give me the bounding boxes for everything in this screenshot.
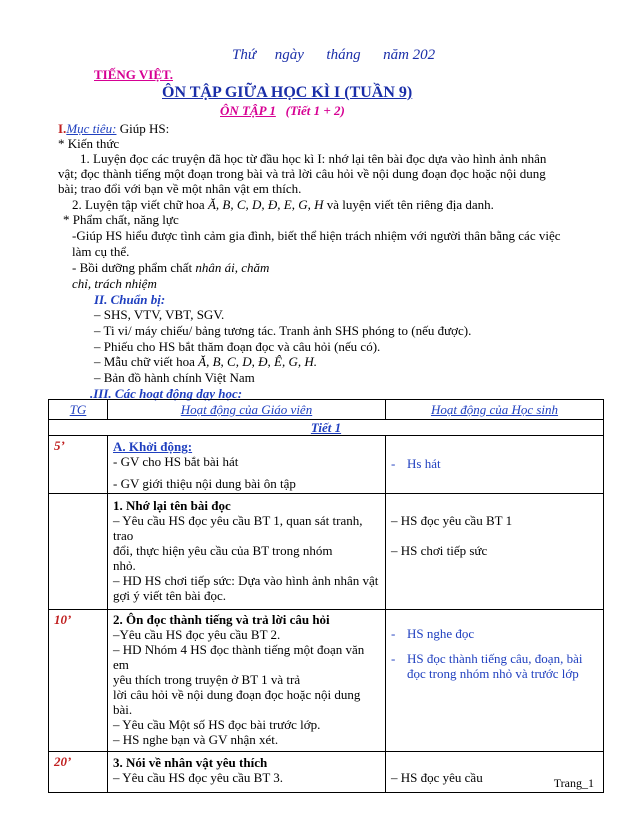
activities-table [48, 399, 604, 793]
prep-item-4-letters: Ă, B, C, D, Đ, Ê, G, H. [198, 354, 317, 369]
teacher-cell [108, 494, 386, 610]
subtitle [220, 103, 345, 119]
quality-1b: làm cụ thể. [72, 244, 130, 259]
teacher-line: nhỏ. [113, 558, 136, 573]
lesson-label: Tiết 1 [49, 420, 604, 436]
knowledge-2 [72, 197, 494, 212]
page-title: ÔN TẬP GIỮA HỌC KÌ I (TUẦN 9) [162, 84, 413, 101]
row-time: 20’ [49, 752, 108, 793]
student-cell [386, 610, 604, 752]
col-student: Hoạt động của Học sinh [386, 400, 604, 420]
student-line: HS nghe đọc [407, 626, 475, 641]
lesson-row [49, 420, 604, 436]
section-title: A. Khởi động: [113, 439, 193, 454]
table-row [49, 752, 604, 793]
quality-2-pre: - Bồi dưỡng phẩm chất [72, 260, 196, 275]
teacher-cell [108, 610, 386, 752]
subtitle-main: ÔN TẬP 1 [220, 103, 276, 118]
section-title: 2. Ôn đọc thành tiếng và trả lời câu hỏi [113, 612, 330, 627]
teacher-line: lời câu hỏi về nội dung đoạn đọc hoặc nội dung bài. [113, 687, 361, 717]
student-line-b: đọc trong nhóm nhỏ và trước lớp [407, 666, 579, 681]
section-title: 1. Nhớ lại tên bài đọc [113, 498, 231, 513]
prep-item-4-text: – Mẫu chữ viết hoa [94, 354, 199, 369]
list-item: - HS đọc thành tiếng câu, đoạn, bài đọc trong nhóm nhỏ và trước lớp [391, 651, 583, 681]
prep-item-2: – Ti vi/ máy chiếu/ bảng tương tác. Tranh ảnh SHS phóng to (nếu được). [94, 323, 472, 338]
quality-1a: -Giúp HS hiểu được tình cảm gia đình, biết thể hiện trách nhiệm với người thân bằng các việc [72, 228, 561, 243]
col-tg: TG [49, 400, 108, 420]
col-teacher: Hoạt động của Giáo viên [108, 400, 386, 420]
table-row [49, 494, 604, 610]
teacher-line: –Yêu cầu HS đọc yêu cầu BT 2. [113, 627, 281, 642]
teacher-line: – HD Nhóm 4 HS đọc thành tiếng một đoạn văn em [113, 642, 365, 672]
date-line: Thứ ngày tháng năm 202 [232, 47, 436, 63]
student-line: – HS đọc yêu cầu [391, 770, 483, 785]
teacher-cell [108, 752, 386, 793]
student-line: – HS chơi tiếp sức [391, 543, 488, 558]
row-time: 10’ [49, 610, 108, 752]
student-line: – HS đọc yêu cầu BT 1 [391, 513, 513, 528]
objectives-heading [58, 121, 169, 136]
table-header-row [49, 400, 604, 420]
teacher-line: gợi ý viết tên bài đọc. [113, 588, 227, 603]
activities-title: .III. Các hoạt động dạy học: [90, 386, 243, 401]
knowledge-1a: 1. Luyện đọc các truyện đã học từ đầu học kì I: nhớ lại tên bài đọc dựa vào hình ảnh nhân [80, 151, 547, 166]
prep-item-4 [94, 354, 317, 369]
teacher-line: – Yêu cầu HS đọc yêu cầu BT 3. [113, 770, 284, 785]
teacher-line: - GV cho HS bắt bài hát [113, 454, 239, 469]
table-row [49, 436, 604, 494]
teacher-line: đổi, thực hiện yêu cầu của BT trong nhóm [113, 543, 333, 558]
student-cell [386, 436, 604, 494]
teacher-line: – HS nghe bạn và GV nhận xét. [113, 732, 279, 747]
teacher-line: – HD HS chơi tiếp sức: Dựa vào hình ảnh nhân vật [113, 573, 379, 588]
student-cell [386, 494, 604, 610]
quality-2b: chỉ, trách nhiệm [72, 276, 157, 291]
student-line [407, 651, 582, 681]
objectives-label: Mục tiêu: [66, 121, 117, 136]
knowledge-2-post: và luyện viết tên riêng địa danh. [323, 197, 494, 212]
prep-item-3: – Phiếu cho HS bắt thăm đoạn đọc và câu hỏi (nếu có). [94, 339, 381, 354]
knowledge-title: * Kiến thức [58, 136, 120, 151]
row-time: 5’ [49, 436, 108, 494]
objectives-intro: Giúp HS: [116, 121, 170, 136]
section-title: 3. Nói về nhân vật yêu thích [113, 755, 268, 770]
subtitle-paren: (Tiết 1 + 2) [285, 103, 345, 118]
knowledge-2-pre: 2. Luyện tập viết chữ hoa [72, 197, 208, 212]
knowledge-2-letters: Ă, B, C, D, Đ, E, G, H [207, 197, 324, 212]
objectives-prefix: I. [58, 121, 67, 136]
teacher-line: yêu thích trong truyện ở BT 1 và trả [113, 672, 301, 687]
student-line: Hs hát [407, 456, 441, 471]
student-line-a: HS đọc thành tiếng câu, đoạn, bài [407, 651, 583, 666]
prep-item-1: – SHS, VTV, VBT, SGV. [94, 307, 225, 322]
list-item: - HS nghe đọc [391, 626, 475, 641]
teacher-line: - GV giới thiệu nội dung bài ôn tập [113, 476, 296, 491]
quality-2-italic: nhân ái, chăm [195, 260, 270, 275]
list-item: - Hs hát [391, 456, 441, 471]
subject-label: TIẾNG VIỆT. [94, 67, 173, 82]
knowledge-1b: vật; đọc thành tiếng một đoạn trong bài và trả lời câu hỏi về nội dung đoạn đọc hoặc nội dung [58, 166, 546, 181]
knowledge-1c: bài; trao đổi với bạn về một nhân vật em thích. [58, 181, 302, 196]
teacher-cell [108, 436, 386, 494]
quality-2 [72, 260, 269, 275]
preparation-title: II. Chuẩn bị: [94, 292, 166, 307]
prep-item-5: – Bản đồ hành chính Việt Nam [94, 370, 255, 385]
teacher-line: – Yêu cầu Một số HS đọc bài trước lớp. [113, 717, 321, 732]
table-row [49, 610, 604, 752]
teacher-line: – Yêu cầu HS đọc yêu cầu BT 1, quan sát tranh, trao [113, 513, 363, 543]
page-number: Trang_1 [553, 776, 594, 790]
quality-title: * Phẩm chất, năng lực [63, 212, 179, 227]
row-time [49, 494, 108, 610]
